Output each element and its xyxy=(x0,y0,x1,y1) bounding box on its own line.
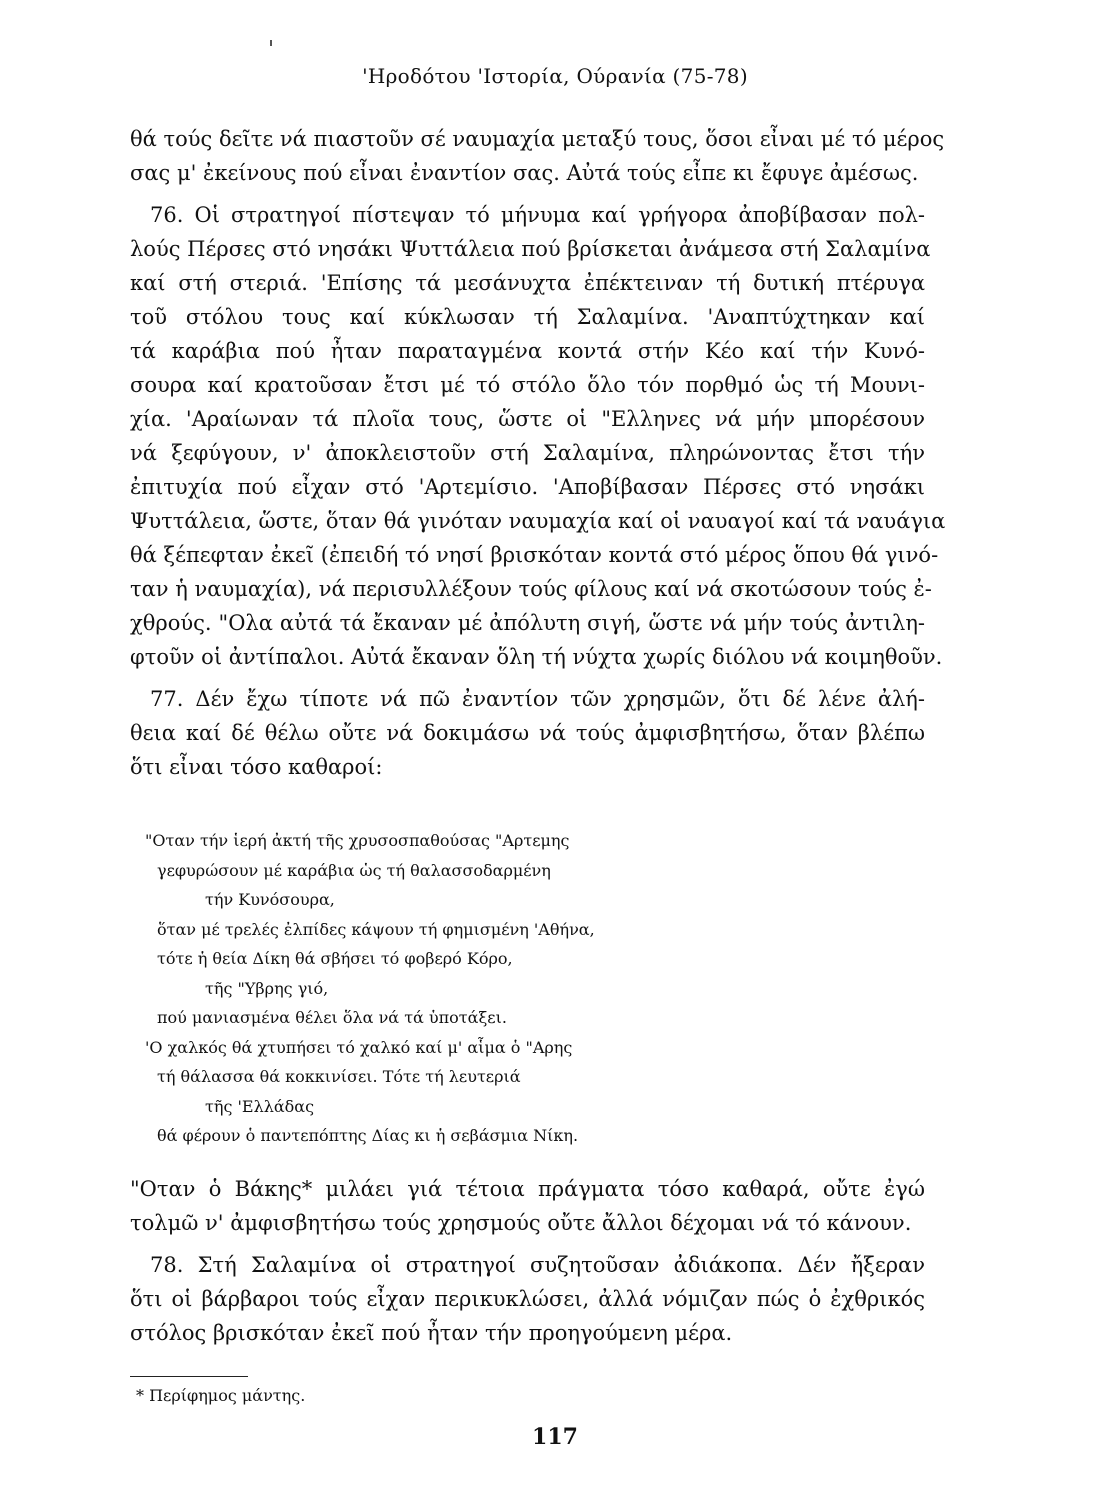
text-line: θεια καί δέ θέλω οὔτε νά δοκιμάσω νά τούς ἀμφισβητήσω, ὅταν βλέπω xyxy=(130,721,925,745)
after-verse-block xyxy=(130,1172,925,1350)
text-line: τά καράβια πού ἦταν παραταγμένα κοντά στήν Κέο καί τήν Κυνό- xyxy=(130,339,925,363)
text-line: θά τούς δεῖτε νά πιαστοῦν σέ ναυμαχία μεταξύ τους, ὅσοι εἶναι μέ τό μέρος xyxy=(130,127,945,151)
text-line: χθρούς. "Ολα αὐτά τά ἔκαναν μέ ἀπόλυτη σιγή, ὥστε νά μήν τούς ἀντιλη- xyxy=(130,611,925,635)
paragraph-78-start: 78. Στή Σαλαμίνα οἱ στρατηγοί συζητοῦσαν ἀδιάκοπα. Δέν ἤξεραν xyxy=(150,1253,925,1277)
text-line: ταν ἡ ναυμαχία), νά περισυλλέξουν τούς φίλους καί νά σκοτώσουν τούς ἐ- xyxy=(130,577,932,601)
verse-line: τῆς 'Ελλάδας xyxy=(205,1096,315,1116)
oracle-verse xyxy=(145,826,905,1151)
text-line: ἐπιτυχία πού εἶχαν στό 'Αρτεμίσιο. 'Αποβίβασαν Πέρσες στό νησάκι xyxy=(130,475,925,499)
text-line: τοῦ στόλου τους καί κύκλωσαν τή Σαλαμίνα. 'Αναπτύχτηκαν καί xyxy=(130,305,925,329)
verse-line: "Οταν τήν ἱερή ἀκτή τῆς χρυσοσπαθούσας "Αρτεμης xyxy=(145,831,570,850)
footnote-rule xyxy=(130,1376,248,1377)
text-line: τολμῶ ν' ἀμφισβητήσω τούς χρησμούς οὔτε ἄλλοι δέχομαι νά τό κάνουν. xyxy=(130,1211,912,1235)
main-text-block xyxy=(130,122,946,784)
footnote: * Περίφημος μάντης. xyxy=(136,1386,306,1405)
text-line: σας μ' ἐκείνους πού εἶναι ἐναντίον σας. Αὐτά τούς εἶπε κι ἔφυγε ἀμέσως. xyxy=(130,161,919,185)
text-line: καί στή στεριά. 'Επίσης τά μεσάνυχτα ἐπέκτειναν τή δυτική πτέρυγα xyxy=(130,271,925,295)
verse-line: πού μανιασμένα θέλει ὅλα νά τά ὑποτάξει. xyxy=(157,1008,507,1027)
text-line: στόλος βρισκόταν ἐκεῖ πού ἦταν τήν προηγούμενη μέρα. xyxy=(130,1321,733,1345)
paragraph-76-start: 76. Οἱ στρατηγοί πίστεψαν τό μήνυμα καί γρήγορα ἀποβίβασαν πολ- xyxy=(150,203,925,227)
verse-line: θά φέρουν ὁ παντεπόπτης Δίας κι ἡ σεβάσμια Νίκη. xyxy=(157,1126,579,1145)
text-line: σουρα καί κρατοῦσαν ἔτσι μέ τό στόλο ὅλο τόν πορθμό ὡς τή Μουνι- xyxy=(130,373,925,397)
verse-line: 'Ο χαλκός θά χτυπήσει τό χαλκό καί μ' αἷμα ὁ "Αρης xyxy=(145,1037,573,1057)
text-line: φτοῦν οἱ ἀντίπαλοι. Αὐτά ἔκαναν ὅλη τή νύχτα χωρίς διόλου νά κοιμηθοῦν. xyxy=(130,645,943,669)
text-line: χία. 'Αραίωναν τά πλοῖα τους, ὥστε οἱ "Ελληνες νά μήν μπορέσουν xyxy=(130,407,925,431)
text-line: Ψυττάλεια, ὥστε, ὅταν θά γινόταν ναυμαχία καί οἱ ναυαγοί καί τά ναυάγια xyxy=(130,509,946,533)
text-line: λούς Πέρσες στό νησάκι Ψυττάλεια πού βρίσκεται ἀνάμεσα στή Σαλαμίνα xyxy=(130,237,931,261)
verse-line: τῆς "Υβρης γιό, xyxy=(205,978,329,998)
print-speck xyxy=(270,40,272,46)
text-line: "Οταν ὁ Βάκης* μιλάει γιά τέτοια πράγματα τόσο καθαρά, οὔτε ἐγώ xyxy=(130,1177,925,1201)
verse-line: τή θάλασσα θά κοκκινίσει. Τότε τή λευτεριά xyxy=(157,1067,521,1086)
verse-line: ὅταν μέ τρελές ἐλπίδες κάψουν τή φημισμένη 'Αθήνα, xyxy=(157,919,595,939)
text-line: ὅτι εἶναι τόσο καθαροί: xyxy=(130,755,383,779)
text-line: θά ξέπεφταν ἐκεῖ (ἐπειδή τό νησί βρισκόταν κοντά στό μέρος ὅπου θά γινό- xyxy=(130,543,939,567)
text-line: ὅτι οἱ βάρβαροι τούς εἶχαν περικυκλώσει, ἀλλά νόμιζαν πώς ὁ ἐχθρικός xyxy=(130,1287,925,1311)
running-head: 'Ηροδότου 'Ιστορία, Ούρανία (75-78) xyxy=(362,64,748,88)
page-number: 117 xyxy=(532,1424,578,1450)
paragraph-77-start: 77. Δέν ἔχω τίποτε νά πῶ ἐναντίον τῶν χρησμῶν, ὅτι δέ λένε ἀλή- xyxy=(150,687,925,711)
verse-line: γεφυρώσουν μέ καράβια ὡς τή θαλασσοδαρμένη xyxy=(157,860,551,880)
text-line: νά ξεφύγουν, ν' ἀποκλειστοῦν στή Σαλαμίνα, πληρώνοντας ἔτσι τήν xyxy=(130,441,925,465)
verse-line: τήν Κυνόσουρα, xyxy=(205,890,335,909)
verse-line: τότε ἡ θεία Δίκη θά σβήσει τό φοβερό Κόρο, xyxy=(157,949,513,968)
